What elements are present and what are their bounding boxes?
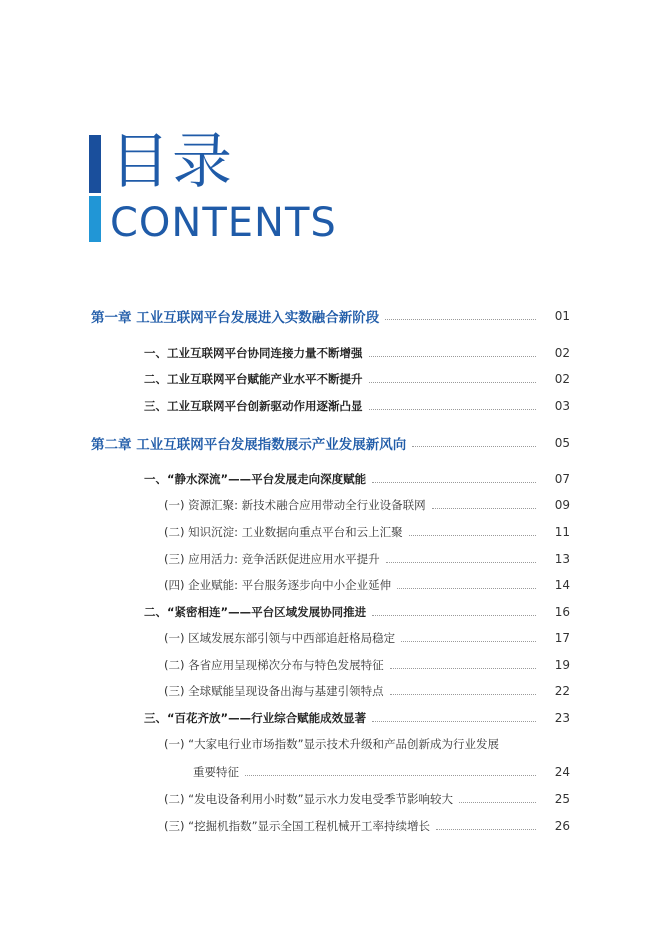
toc-section-1-3[interactable] <box>0 396 665 416</box>
toc-subsection-2-3-1[interactable] <box>0 762 665 782</box>
toc-chapter-1[interactable] <box>0 306 665 326</box>
toc-leader-dots <box>385 319 536 320</box>
toc-page-number: 24 <box>554 765 570 779</box>
toc-label: 二、工业互联网平台赋能产业水平不断提升 <box>144 372 363 386</box>
toc-subsection-2-1-2[interactable] <box>0 522 665 542</box>
toc-page-number: 16 <box>554 605 570 619</box>
page-title-english: CONTENTS <box>110 200 337 246</box>
toc-page-number: 03 <box>554 399 570 413</box>
toc-page-number: 13 <box>554 552 570 566</box>
page-title-chinese: 目录 <box>110 127 234 197</box>
toc-label: (二) 知识沉淀: 工业数据向重点平台和云上汇聚 <box>164 525 403 539</box>
toc-leader-dots <box>390 668 536 669</box>
toc-label: 第二章 工业互联网平台发展指数展示产业发展新风向 <box>91 437 407 453</box>
toc-subsection-2-3-2[interactable] <box>0 789 665 809</box>
toc-section-2-3[interactable] <box>0 708 665 728</box>
toc-leader-dots <box>386 562 536 563</box>
toc-subsection-2-2-3[interactable] <box>0 681 665 701</box>
toc-subsection-2-2-1[interactable] <box>0 628 665 648</box>
toc-page-number: 26 <box>554 819 570 833</box>
toc-page-number: 14 <box>554 578 570 592</box>
toc-label: 第一章 工业互联网平台发展进入实数融合新阶段 <box>91 310 380 326</box>
toc-leader-dots <box>369 356 537 357</box>
title-accent-bar-dark <box>89 135 101 193</box>
toc-page-number: 07 <box>554 472 570 486</box>
toc-leader-dots <box>390 694 536 695</box>
toc-subsection-2-1-1[interactable] <box>0 495 665 515</box>
toc-subsection-2-1-4[interactable] <box>0 575 665 595</box>
toc-section-2-1[interactable] <box>0 469 665 489</box>
toc-label: 二、“紧密相连”——平台区域发展协同推进 <box>144 605 367 619</box>
toc-leader-dots <box>372 615 536 616</box>
title-accent-bar-light <box>89 196 101 242</box>
toc-label: 三、工业互联网平台创新驱动作用逐渐凸显 <box>144 399 363 413</box>
toc-label: (三) 全球赋能呈现设备出海与基建引领特点 <box>164 684 384 698</box>
toc-page-number: 11 <box>554 525 570 539</box>
toc-page-number: 25 <box>554 792 570 806</box>
toc-page-number: 02 <box>554 372 570 386</box>
toc-page-number: 23 <box>554 711 570 725</box>
toc-page-number: 05 <box>554 436 570 450</box>
toc-page-number: 02 <box>554 346 570 360</box>
toc-leader-dots <box>245 775 536 776</box>
toc-leader-dots <box>372 482 536 483</box>
toc-page-number: 17 <box>554 631 570 645</box>
toc-chapter-2[interactable] <box>0 433 665 453</box>
toc-leader-dots <box>459 802 536 803</box>
toc-label: (二) “发电设备利用小时数”显示水力发电受季节影响较大 <box>164 792 454 806</box>
toc-page-number: 22 <box>554 684 570 698</box>
toc-leader-dots <box>372 721 536 722</box>
toc-leader-dots <box>369 409 537 410</box>
toc-label: (三) “挖掘机指数”显示全国工程机械开工率持续增长 <box>164 819 431 833</box>
toc-page-number: 09 <box>554 498 570 512</box>
toc-label: 一、“静水深流”——平台发展走向深度赋能 <box>144 472 367 486</box>
toc-leader-dots <box>369 382 537 383</box>
toc-label: (一) 区域发展东部引领与中西部追赶格局稳定 <box>164 631 396 645</box>
toc-leader-dots <box>436 829 536 830</box>
toc-subsection-2-1-3[interactable] <box>0 549 665 569</box>
toc-label: 三、“百花齐放”——行业综合赋能成效显著 <box>144 711 367 725</box>
toc-label: 一、工业互联网平台协同连接力量不断增强 <box>144 346 363 360</box>
toc-subsection-2-2-2[interactable] <box>0 655 665 675</box>
toc-page-number: 01 <box>554 309 570 323</box>
toc-label: (四) 企业赋能: 平台服务逐步向中小企业延伸 <box>164 578 392 592</box>
toc-label: (二) 各省应用呈现梯次分布与特色发展特征 <box>164 658 384 672</box>
toc-page-number: 19 <box>554 658 570 672</box>
toc-section-1-2[interactable] <box>0 369 665 389</box>
toc-leader-dots <box>401 641 536 642</box>
toc-section-2-2[interactable] <box>0 602 665 622</box>
toc-leader-dots <box>409 535 536 536</box>
toc-subsection-2-3-1-line1[interactable]: (一) “大家电行业市场指数”显示技术升级和产品创新成为行业发展 <box>164 737 500 751</box>
toc-label: (一) 资源汇聚: 新技术融合应用带动全行业设备联网 <box>164 498 426 512</box>
toc-subsection-2-3-3[interactable] <box>0 816 665 836</box>
toc-label: (三) 应用活力: 竞争活跃促进应用水平提升 <box>164 552 380 566</box>
toc-leader-dots <box>397 588 536 589</box>
toc-section-1-1[interactable] <box>0 343 665 363</box>
toc-label: 重要特征 <box>193 765 239 779</box>
toc-leader-dots <box>412 446 536 447</box>
toc-leader-dots <box>432 508 536 509</box>
